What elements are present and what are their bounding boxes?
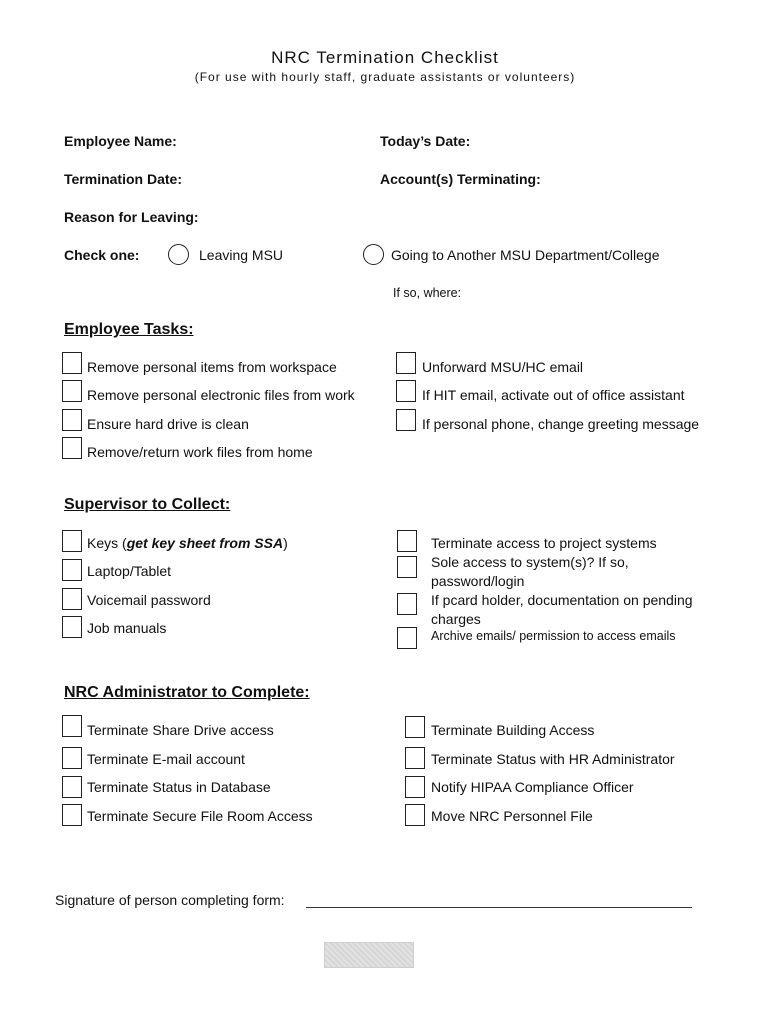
collect-label: Sole access to system(s)? If so, — [431, 554, 629, 570]
collect-label: Job manuals — [87, 620, 167, 636]
checkbox-hipaa[interactable] — [405, 776, 425, 798]
checkbox-share-drive[interactable] — [62, 715, 82, 737]
checkbox-status-database[interactable] — [62, 776, 82, 798]
reason-for-leaving-label: Reason for Leaving: — [64, 209, 199, 225]
admin-label: Terminate Status in Database — [87, 779, 271, 795]
checkbox-building-access[interactable] — [405, 716, 425, 738]
task-label: Ensure hard drive is clean — [87, 416, 249, 432]
task-label: Remove personal items from workspace — [87, 359, 337, 375]
task-label: Remove/return work files from home — [87, 444, 313, 460]
admin-label: Terminate Secure File Room Access — [87, 808, 313, 824]
admin-label: Terminate Share Drive access — [87, 722, 274, 738]
page-title: NRC Termination Checklist — [271, 48, 499, 67]
checkbox-job-manuals[interactable] — [62, 616, 82, 638]
admin-label: Terminate E-mail account — [87, 751, 245, 767]
admin-label: Notify HIPAA Compliance Officer — [431, 779, 634, 795]
form-button[interactable] — [324, 942, 414, 968]
termination-date-label: Termination Date: — [64, 171, 182, 187]
checkbox-personnel-file[interactable] — [405, 804, 425, 826]
collect-label: Terminate access to project systems — [431, 535, 657, 551]
signature-line[interactable] — [306, 907, 692, 908]
task-label: Unforward MSU/HC email — [422, 359, 584, 375]
checkbox-change-greeting[interactable] — [396, 409, 416, 431]
collect-label: If pcard holder, documentation on pending — [431, 592, 693, 608]
supervisor-heading: Supervisor to Collect: — [64, 496, 231, 513]
collect-label: Archive emails/ permission to access emails — [431, 629, 676, 643]
other-department-label: Going to Another MSU Department/College — [391, 247, 660, 263]
checkbox-sole-access[interactable] — [397, 556, 417, 578]
checkbox-remove-electronic-files[interactable] — [62, 380, 82, 402]
checkbox-pcard[interactable] — [397, 593, 417, 615]
leaving-msu-radio[interactable] — [168, 244, 189, 265]
task-label: If HIT email, activate out of office assistant — [422, 387, 685, 403]
checkbox-keys[interactable] — [62, 530, 82, 552]
admin-label: Move NRC Personnel File — [431, 808, 593, 824]
signature-label: Signature of person completing form: — [55, 892, 285, 908]
keys-emphasis: get key sheet from SSA — [126, 535, 284, 551]
checkbox-archive-emails[interactable] — [397, 627, 417, 649]
keys-prefix: Keys ( — [87, 535, 127, 551]
checkbox-secure-file-room[interactable] — [62, 804, 82, 826]
other-department-radio[interactable] — [363, 244, 384, 265]
checkbox-hard-drive-clean[interactable] — [62, 409, 82, 431]
page-subtitle: (For use with hourly staff, graduate assistants or volunteers) — [194, 70, 576, 84]
employee-name-label: Employee Name: — [64, 133, 177, 149]
keys-suffix: ) — [283, 535, 288, 551]
todays-date-label: Today’s Date: — [380, 133, 471, 149]
task-label: Remove personal electronic files from work — [87, 387, 355, 403]
checkbox-hr-status[interactable] — [405, 747, 425, 769]
collect-label: Laptop/Tablet — [87, 563, 172, 579]
if-so-where-label: If so, where: — [393, 286, 462, 300]
check-one-label: Check one: — [64, 247, 140, 263]
admin-label: Terminate Building Access — [431, 722, 595, 738]
keys-label — [87, 535, 288, 551]
collect-label: password/login — [431, 573, 525, 589]
collect-label: Voicemail password — [87, 592, 211, 608]
checkbox-email-account[interactable] — [62, 747, 82, 769]
checkbox-unforward-email[interactable] — [396, 352, 416, 374]
accounts-terminating-label: Account(s) Terminating: — [380, 171, 541, 187]
checkbox-laptop[interactable] — [62, 559, 82, 581]
leaving-msu-label: Leaving MSU — [199, 247, 284, 263]
collect-label: charges — [431, 611, 481, 627]
employee-tasks-heading: Employee Tasks: — [64, 321, 194, 338]
admin-heading: NRC Administrator to Complete: — [64, 684, 310, 701]
checkbox-out-of-office[interactable] — [396, 380, 416, 402]
checkbox-remove-personal-items[interactable] — [62, 352, 82, 374]
task-label: If personal phone, change greeting message — [422, 416, 700, 432]
admin-label: Terminate Status with HR Administrator — [431, 751, 675, 767]
checkbox-voicemail[interactable] — [62, 588, 82, 610]
checkbox-return-work-files[interactable] — [62, 437, 82, 459]
checkbox-project-systems[interactable] — [397, 530, 417, 552]
